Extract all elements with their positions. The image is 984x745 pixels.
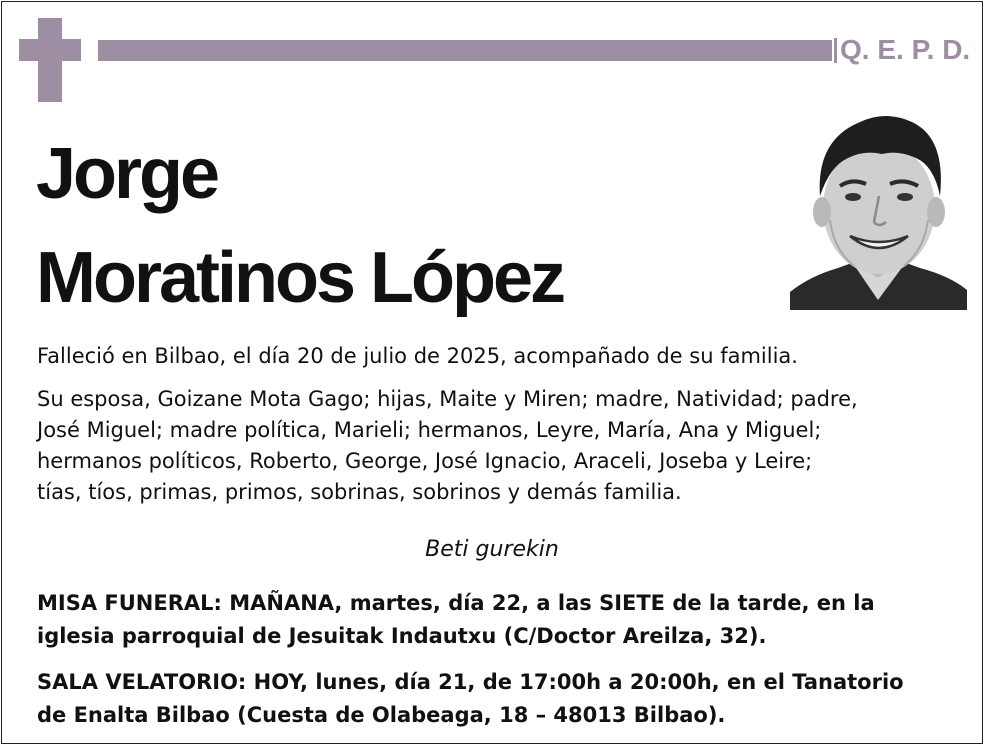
funeral-mass-info xyxy=(37,587,875,653)
deceased-first-name: Jorge xyxy=(36,134,218,214)
wake-line: de Enalta Bilbao (Cuesta de Olabeaga, 18 – 48013 Bilbao). xyxy=(37,703,726,727)
funeral-line: iglesia parroquial de Jesuitak Indautxu (C/Doctor Areilza, 32). xyxy=(37,624,767,648)
death-notice: Falleció en Bilbao, el día 20 de julio de 2025, acompañado de su familia. xyxy=(37,344,798,368)
family-list xyxy=(37,384,858,508)
cross-icon-bar xyxy=(19,39,81,61)
qepd-label: Q. E. P. D. xyxy=(840,34,971,65)
memorial-motto: Beti gurekin xyxy=(425,537,559,562)
family-line: hermanos políticos, Roberto, George, José Ignacio, Araceli, Joseba y Leire; xyxy=(37,449,813,473)
header-rule-end xyxy=(834,38,837,63)
deceased-surnames: Moratinos López xyxy=(36,238,563,318)
funeral-line: MISA FUNERAL: MAÑANA, martes, día 22, a las SIETE de la tarde, en la xyxy=(37,591,875,615)
family-line: José Miguel; madre política, Marieli; hermanos, Leyre, María, Ana y Miguel; xyxy=(37,418,822,442)
wake-line: SALA VELATORIO: HOY, lunes, día 21, de 17:00h a 20:00h, en el Tanatorio xyxy=(37,670,904,694)
family-line: tías, tíos, primas, primos, sobrinas, sobrinos y demás familia. xyxy=(37,480,682,504)
family-line: Su esposa, Goizane Mota Gago; hijas, Maite y Miren; madre, Natividad; padre, xyxy=(37,387,858,411)
wake-room-info xyxy=(37,666,904,732)
header-rule xyxy=(98,40,832,61)
portrait-photo xyxy=(790,100,967,310)
